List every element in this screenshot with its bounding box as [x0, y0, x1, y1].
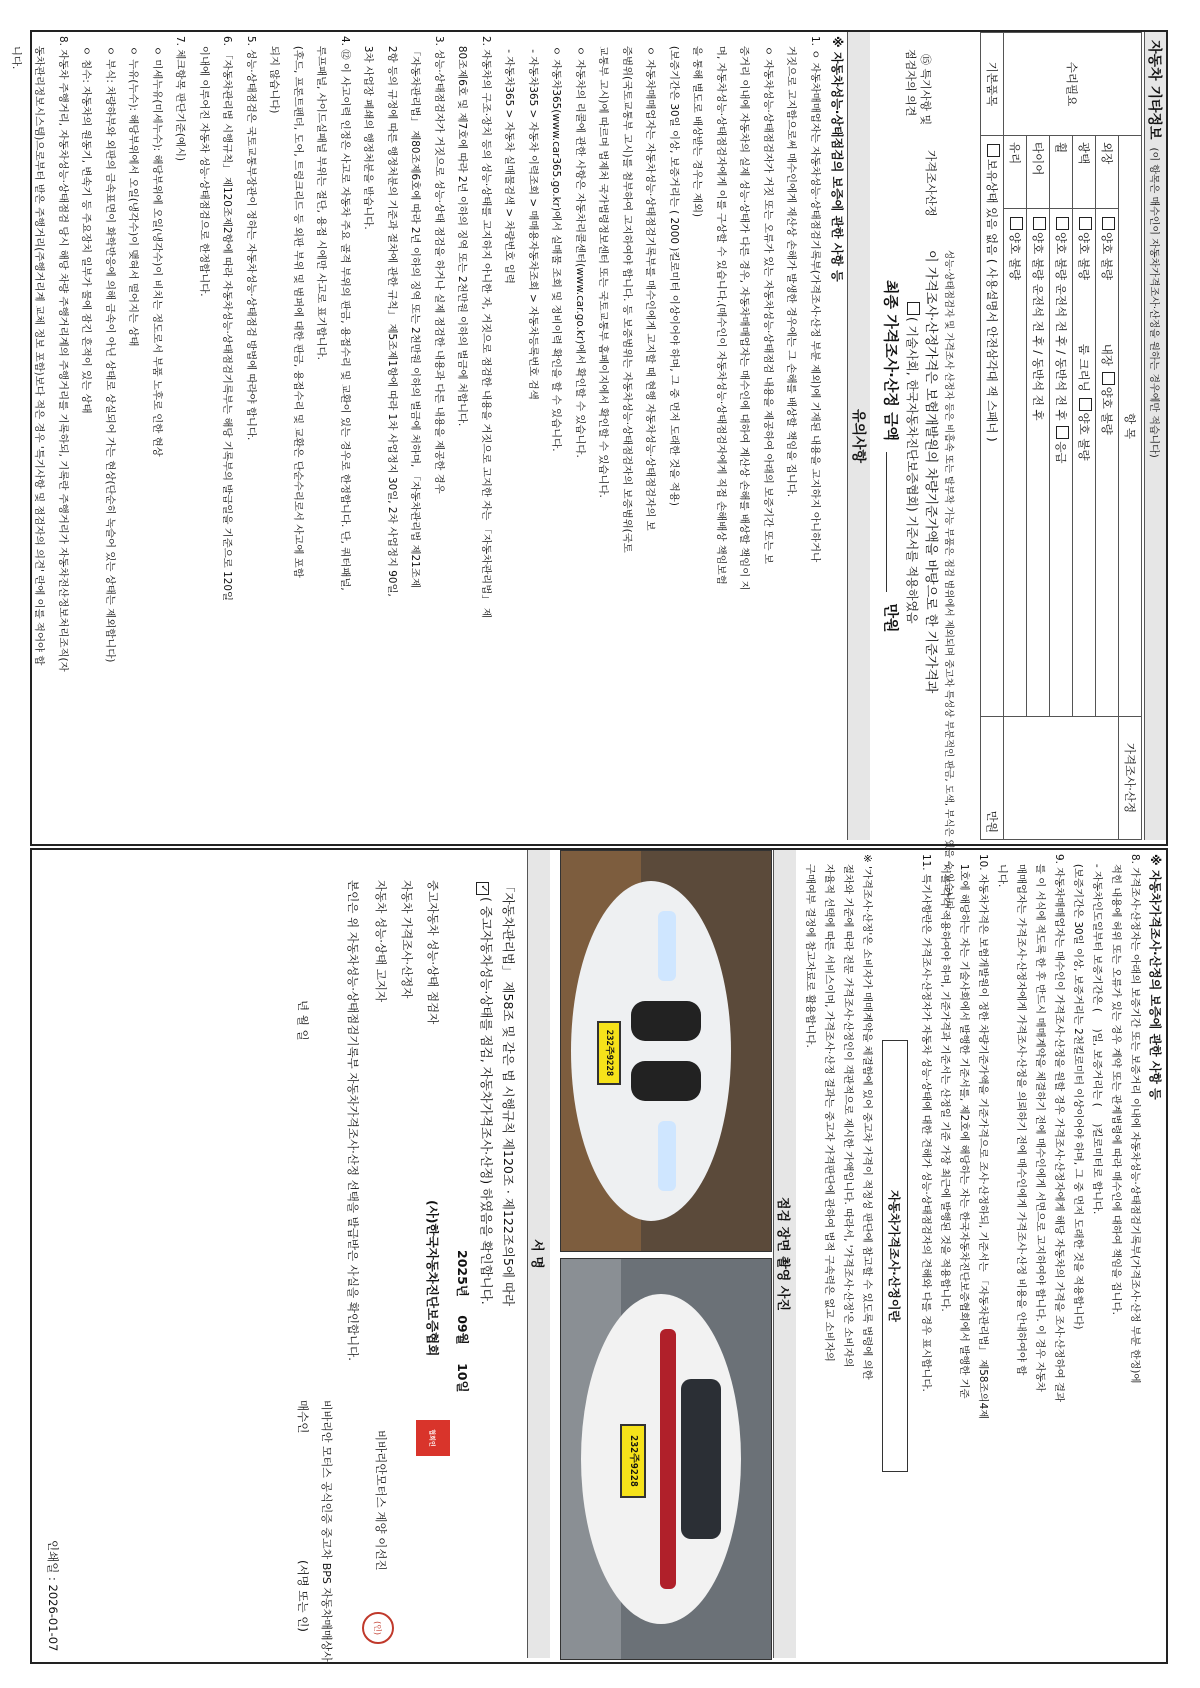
notes-line: 3. 성능·상태점검자가 거짓으로 성능·상태 점검을 하거나 실제 점검한 내용과 다른 내용을 제공한 경우 [433, 36, 445, 494]
price-guarantee-line: 1호에 해당하는 자는 기술사회에서 발행한 기준서를, 제2호에 해당하는 자는 한국자동차진단보증협회에서 발행한 기준 [958, 854, 970, 1399]
notes-line: 「자동차관리법」 제80조제6호에 따라 2년 이하의 징역 또는 2천만원 이하의 벌금에 처하며, 「자동차관리법 제21조제 [409, 36, 422, 588]
signature-header [527, 850, 550, 1658]
check-line: ✓( 중고자동차성능·상태를 점검, 자동차가격조사·산정) 하였음을 확인합니다. [476, 880, 494, 1305]
notes-line: 6. 「자동차관리법 시행규칙」 제120조제2항에 따라 자동차성능·상태점검기록부는 해당 기록부의 발급일을 기준으로 120일 [221, 36, 234, 601]
notes-header [847, 32, 870, 840]
notes-line: 3차 사업장 폐쇄의 행정처분을 받습니다. [362, 36, 375, 230]
notes-line: ㅇ 자동차의 리콜에 관한 사항은 자동차리콜센터(www.car.go.kr)에서 확인할 수 있습니다. [574, 36, 586, 458]
notes-line: (보증기간은 30일 이상, 보증거리는 ( 2000 )킬로미터 이상이어야 하며, 그 중 먼저 도래한 것을 적용) [668, 36, 680, 506]
col-item: 항 목 [1119, 136, 1142, 717]
photos-title: 점검 장면 촬영 사진 [775, 1196, 791, 1312]
buyer-label: 매수인 [296, 1400, 310, 1434]
notes-line: 루프패널, 사이드실패널 부위는 절단, 용접 시에만 사고로 표기합니다. [315, 36, 328, 360]
notes-line: 이내에 이루어진 자동차 성능·상태점검으로 한정합니다. [198, 36, 210, 297]
other-info-title: 자동차 기타정보 [1146, 40, 1163, 140]
won-label: 만원 [981, 717, 1004, 840]
price-guarantee-body [916, 854, 1144, 1654]
row-label: 유리 [1004, 136, 1027, 209]
price-assessor-label: 자동차 가격조사·산정자 [400, 880, 414, 999]
price-info-box-title: 자동차가격조사·산정이란 [882, 1040, 908, 1472]
other-info-note: (이 항목은 매수인이 자동차가격조사·산정을 원하는 경우에만 적습니다) [1148, 147, 1159, 458]
notes-title: 유의사항 [850, 408, 866, 464]
issuer-label: 자동차 성능·상태 고지자 [374, 880, 388, 1003]
notes-line: 증범위(국토교통부 고시)를 첨부하여 고지하여야 합니다. 등 보증범위는 자동차성능·상태점검자의 보증범위(국토 [621, 36, 633, 553]
row-label: 타이어 [1027, 136, 1050, 209]
row-value: 양호 불량 [1004, 209, 1027, 717]
price-guarantee-title: ※ 자동차가격조사·산정의 보증에 관한 사항 등 [1148, 854, 1162, 1100]
notes-line: 을 통해 별도로 배상받는 경우는 제외) [691, 36, 704, 218]
row-label: 광택 [1073, 136, 1096, 209]
notes-line: - 자동차365 > 자동차 이력조회 > 매매용자동차조회 > 자동차등록번호 검색 [527, 36, 539, 400]
license-plate-front: 232주9228 [597, 1021, 621, 1085]
notes-line: ㅇ 부식: 차량하부와 외판의 금속표면이 화학반응에 의해 금속이 아닌 상태로 상실되어 가는 현상(단순히 녹슬어 있는 상태는 제외합니다) [104, 36, 116, 663]
basic-label: 기본품목 [981, 33, 1004, 136]
notes-line: 2. 자동차의 구조·장치 등의 성능·상태를 고지하지 아니한 자, 거짓으로 점검한 내용을 거짓으로 고지한 자는 「자동차관리법」 제 [480, 36, 492, 618]
price-guarantee-line: (보증기간은 30일 이상, 보증거리는 2천킬로미터 이상이어야 하며, 그 중 먼저 도래한 것을 적용합니다) [1072, 854, 1084, 1330]
other-info-header [1144, 32, 1166, 840]
other-info-table [980, 32, 1142, 840]
notes-line: 5. 성능·상태점검은 국토교통부장관이 정하는 자동차성능·상태점검 방법에 따라야 합니다. [245, 36, 257, 441]
notes-line: ㅇ 침수: 자동차의 원동기, 변속기 등 주요장치 일부가 물에 잠긴 흔적이 있는 상태 [80, 36, 93, 414]
notes-line: 며, 자동차성능·상태점검자에게 이를 구상할 수 있습니다.(매수인이 자동차성능·상태점검자에게 직접 손해배상 책임보험 [715, 36, 727, 585]
notes-line: 교통부 고시)에 따르며 법제처 국가법령정보센터 또는 국토교통부 홈페이지에서 확인할 수 있습니다. [597, 36, 610, 498]
row-label: 휠 [1050, 136, 1073, 209]
notes-line: 되지 않습니다) [268, 36, 281, 114]
association-seal: 협회인 [416, 1420, 450, 1456]
row-value: 양호 불량 운전석 전 후 / 동반석 전 후 응급 [1050, 209, 1073, 717]
price-guarantee-line: 서를 각각 적용하여야 하며, 기준가격과 기준서는 산정일 기준 가장 최근에 발행된 것을 적용합니다. [939, 854, 951, 1312]
print-date: 인쇄일 : 2026-01-07 [46, 1540, 60, 1652]
row-value: 양호 불량 룸 크리닝 양호 불량 [1073, 209, 1096, 717]
company-line: 비바리안 모터스 공식인증 중고차 BPS 자동차매매상사 [320, 1400, 333, 1662]
inspector-name: (사)한국자동차진단보증협회 [425, 1200, 440, 1357]
law-line: 「자동차관리법」 제58조 및 같은 법 시행규칙 제120조 · 제122조의5에 따라 [501, 880, 516, 1307]
notes-line: 80조제6호 및 제7호에 따라 2년 이하의 징역 또는 2천만원 이하의 벌금에 처합니다. [456, 36, 469, 427]
notes-line: ㅇ 자동차365(www.car365.go.kr)에서 실매물 조회 및 정비이력 확인을 할 수 있습니다. [550, 36, 563, 452]
photo-rear [560, 1258, 772, 1660]
repair-label: 수리필요 [1004, 33, 1142, 136]
notes-line: ㅇ 자동차성능·상태점검자가 거짓 또는 오류가 있는 자동차성능·상태점검 내용을 제공하여 아래의 보증기간 또는 보 [762, 36, 774, 564]
notes-line: - 자동차365 > 자동차 실매물검색 > 차량번호 입력 [503, 36, 516, 284]
price-guarantee-line: 8. 가격조사·산정자는 아래의 보증기간 또는 보증거리 이내에 자동차성능·상태점검기록부(가격조사·산정 부분 한정)에 [1129, 854, 1141, 1384]
price-label: 가격조사산정 [924, 150, 938, 217]
license-plate-rear: 232주9228 [620, 1424, 646, 1498]
basic-value: 보유상태 있음 없음 ( 사용설명서 안전삼각대 잭 스패너 ) [981, 136, 1004, 717]
front-car-image [561, 851, 771, 1251]
price-guarantee-line: 10. 자동차가격은 보험개발원이 정한 차량기준가액을 기준가격으로 조사·산정하되, 기준서는 「자동차관리법」 제58조의4제 [977, 854, 989, 1420]
price-note-2: 이 가격조사·산정가격은 보험개발원의 차량기준가액을 바탕으로 한 기준가격과 [923, 250, 938, 694]
price-guarantee-line: 를 이 서식에 적도록 한 후 반드시 매매계약을 체결하기 전에 매수인에게 서면으로 고지하여야 합니다. 이 경우 자동차 [1034, 854, 1046, 1392]
price-guarantee-line: 적힌 내용에 허위 또는 오류가 있는 경우 계약 또는 관계법령에 따라 매수인에 대하여 책임을 집니다. [1110, 854, 1122, 1315]
notes-line: 거짓으로 고지함으로써 매수인에게 재산상 손해가 발생한 경우에는 그 손해를 배상할 책임을 집니다. [785, 36, 798, 498]
notes-subtitle: ※ 자동차성능·상태점검의 보증에 관한 사항 등 [830, 36, 844, 282]
photo-front [560, 850, 772, 1252]
issuer-name: 비바리안모터스 계양 이선진 [374, 1430, 388, 1571]
col-price: 가격조사·산정 [1119, 717, 1142, 840]
row-value: 양호 불량 운전석 전 후 / 동반석 전 후 [1027, 209, 1050, 717]
notes-line: 증거리 이내에 자동차의 실제 성능·상태가 다른 경우, 자동차매매업자는 매수인에 대하여 계산상 손해를 배상할 책임이 지 [738, 36, 751, 591]
notes-line: 7. 체크항목 판단기준(예시) [174, 36, 187, 161]
row-label: 외장 [1096, 136, 1119, 209]
inspector-label: 중고자동차 성능·상태 점검자 [426, 880, 440, 1025]
notes-line: (후드, 프론트펜더, 도어, 트렁크리드 등 외판 부위 및 범퍼에 대한 판금, 용접수리 및 교환은 단순수리로서 사고에 포함 [292, 36, 304, 578]
price-guarantee-line: 9. 자동차매매업자는 매수인이 가격조사·산정을 원할 경우 가격조사·산정자에게 해당 자동차의 가격을 조사·산정하여 결과 [1053, 854, 1065, 1402]
notes-line: ㅇ 누유(누수): 해당부위에서 오일(냉각수)이 맺혀서 떨어지는 상태 [127, 36, 140, 347]
customer-date: 년 월 일 [296, 1000, 310, 1041]
price-guarantee-line: 니다. [996, 854, 1008, 888]
sign-date: 2025년 09월 10일 [455, 1250, 470, 1393]
price-info-box-body [800, 854, 876, 1654]
photos-header [773, 850, 796, 1658]
notes-line: ㅇ 자동차매매업자는 자동차성능·상태점검기록부를 매수인에게 고지할 때 현행 자동차성능·상태점검자의 보 [644, 36, 657, 531]
price-note-3: ( 기술사회, 한국자동차진단보증협회) 기준서를 적용하였음 [904, 300, 920, 624]
notes-line: 8. 자동차 주행거리, 자동차성능·상태점검 당시 해당 차량 주행거리계의 주행거리를 기록하되, 기록란 주행거리가 자동차전산정보처리조직(자 [57, 36, 69, 672]
notes-line: 2항 등의 규정에 따른 행정처분의 기준과 절차에 관한 규칙」 제5조제1항에 따라 1차 사업정지 30일, 2차 사업정지 90일, [386, 36, 398, 597]
price-note-1: 성능·상태점검자 및 가격조사 산정자 등은 비흡속 또는 탈부착 가능 부품은 점검 범위에서 제외되며 중고차 특성상 부분적인 판금, 도색, 부식은 있을 수 있습니다. [943, 250, 954, 913]
special-label: ⑮ 특기사항 및 점검자의 의견 [904, 48, 932, 126]
row-value: 양호 불량 내장 양호 불량 [1096, 209, 1119, 717]
final-price: 최종 가격조사·산정 금액 만원 [882, 280, 900, 633]
notes-line: 동차관리정보시스템)으로부터 받은 주행거리(주행거리계 교체 정보 포함)보다 적은 경우 '특기사항 및 점검자의 의견' 란에 이를 적어야 합 [33, 36, 46, 666]
price-info-line: 자율적 선택에 따른 서비스이며, 가격조사·산정 결과는 중고자 가격판단에 관하여 법적 구속력은 없고 소비자의 [823, 854, 835, 1362]
sign-note: (서명 또는 인) [296, 1560, 310, 1632]
price-info-line: 절차와 기준에 따라 전문 가격조사·산정인이 객관적으로 제시한 가액입니다. 따라서, '가격조사·산정'은 소비자의 [842, 854, 854, 1368]
notes-line: ㅇ 미세누유(미세누수): 해당부위에 오일(냉각수)이 비치는 정도로서 부품 노후로 인한 현상 [151, 36, 163, 457]
price-guarantee-line: - 자동차인도일부터 보증기간은 ( )일, 보증거리는 ( )킬로미터로 합니다. [1091, 854, 1103, 1215]
notes-body [4, 36, 827, 836]
rear-car-image [561, 1259, 771, 1659]
notes-line: 1. ㅇ 자동차매매업자는 자동차성능·상태점검기록부(가격조사·산정 부분 제외)에 기재된 내용을 고지하지 아니하거나 [809, 36, 821, 563]
price-guarantee-line: 11. 특기사항란은 가격조사·산정자가 자동차 성능·상태에 대한 견해가 성능·상태점검자의 견해와 다를 경우 표시합니다. [920, 854, 932, 1392]
issuer-stamp: (인) [362, 1612, 394, 1644]
price-info-line: 구매여부 결정에 참고자료로 활용합니다. [804, 854, 816, 1048]
notes-line: 4. ⑫ 이 사고이력 인정은 사고로 자동차 주요 골격 부위의 판금, 용접수리 및 교환이 있는 경우로 한정합니다. 단, 쿼터패널, [339, 36, 351, 591]
signature-title: 서 명 [529, 1239, 545, 1269]
customer-line: 본인은 위 자동차성능·상태점검기록부 자동차가격조사·산정 선택을 발급받은 사실을 확인합니다. [346, 880, 360, 1361]
price-info-line: ※ '가격조사·산정'은 소비자가 매매계약을 체결함에 있어 중고차 가격이 적정성 판단에 참고할 수 있도록 법령에 의한 [861, 854, 873, 1380]
price-guarantee-line: 매매업자는 가격조사·산정자에게 가격조사·산정을 의뢰하기 전에 매수인에게 가격조사·산정 비용을 안내하여야 합 [1015, 854, 1027, 1376]
notes-line: 니다. [10, 36, 22, 70]
